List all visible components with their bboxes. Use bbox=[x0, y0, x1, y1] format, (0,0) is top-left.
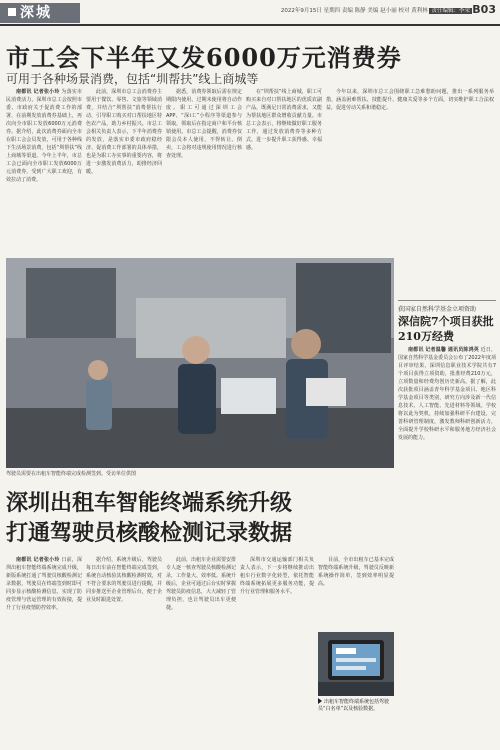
article2-column-4 bbox=[240, 556, 314, 744]
article1-byline: 南都讯 记者张小玲 bbox=[16, 89, 60, 95]
article2-col2-text: 据介绍，系统升级后，驾驶员每日出车前在智能终端完成签到，系统自动核验其核酸检测时效，对不符合要求的驾驶员进行提醒，并同步推送至企业管理后台，便于企业及时跟进处置。 bbox=[86, 557, 162, 603]
sidebar-article bbox=[398, 300, 496, 344]
driver-checkin-photo bbox=[6, 258, 394, 468]
article1-col5-text: 今年以来，深圳市总工会围绕职工急难愁盼问题，推出一系列服务举措，涵盖困难帮扶、技能提升、健康关爱等多个方面，切实维护职工合法权益，促进劳动关系和谐稳定。 bbox=[326, 89, 494, 111]
photo-illustration bbox=[6, 258, 394, 468]
article2-column-5 bbox=[318, 556, 394, 628]
editor-name: 陈静 bbox=[354, 8, 366, 14]
article1-subtitle: 可用于各种场景消费，包括“圳帮扶”线上商城等 bbox=[6, 72, 259, 86]
article1-column-1 bbox=[6, 88, 82, 254]
article2-col4-text: 深圳市交通运输部门相关负责人表示，下一步将继续推动出租车行业数字化转型，依托智能终端系统拓展更多服务功能，提升行业管理和服务水平。 bbox=[240, 557, 314, 595]
article2-column-1 bbox=[6, 556, 82, 744]
photo2-caption-text: 出租车智能终端系统包括驾驶员“白名单”以及核验数据。 bbox=[318, 699, 390, 712]
article2-column-2 bbox=[86, 556, 162, 744]
design-label: 美编 bbox=[367, 8, 379, 14]
article1-col1-text: 为落实市民消费活力，深圳市总工会按照市委、市政府关于促消费工作的部署，在前期发放消费券基础上，再次向全市职工发放6000万元消费券。据介绍，此次消费券面向全市在职工会会员发放，可用于各种线下生活场景消费，包括“圳帮扶”线上商城等渠道。今年上半年，市总工会已面向全市职工发放6000万元消费券，受到广大职工欢迎，有效拉动了消费。 bbox=[6, 89, 82, 183]
photo2-caption bbox=[318, 698, 394, 713]
article1-title: 市工会下半年又发6000万元消费券 bbox=[6, 43, 402, 72]
side-kicker: 获国家自然科学基金立项资助 bbox=[398, 306, 477, 313]
side-body-text: 近日，国家自然科学基金委员会公布了2022年度项目评审结果，深圳信息职业技术学院共有7个项目获得立项资助，批准经费210万元，立项数量和经费均创历史新高。据了解，此次获批项目涵盖青年科学基金项目、地区科学基金项目等类别，研究方向涉及新一代信息技术、人工智能、先进材料等领域。学校将以此为契机，持续加强科研平台建设，完善科研管理制度，激发教师科研创新活力，全面提升学校科研水平和服务地方经济社会发展的能力。 bbox=[398, 347, 496, 441]
article2-title-line2: 打通驾驶员核酸检测记录数据 bbox=[6, 520, 293, 546]
article1-col3-text: 据悉，消费券领取后需在规定期限内使用，过期未使用将自动作废。职工可通过深圳工会APP、“深i工”小程序等渠道参与领取，领取后在指定商户和平台核销使用。市总工会提醒，消费券仅限会员本人使用，不得转让、倒卖，工会将对违规使用情况进行核查处理。 bbox=[166, 89, 242, 159]
terminal-photo bbox=[318, 632, 394, 696]
terminal-illustration bbox=[318, 632, 394, 696]
article1-column-2 bbox=[86, 88, 162, 254]
square-icon bbox=[8, 8, 16, 16]
header-rule bbox=[0, 24, 500, 26]
photo1-caption: 驾驶员需要在出租车智能终端完成检测签到。受访单位供图 bbox=[6, 471, 137, 477]
page-header bbox=[0, 0, 500, 26]
triangle-icon bbox=[318, 698, 322, 704]
design-name: 赵小丽 bbox=[380, 8, 397, 14]
article2-col3-text: 此前，出租车企业需要安排专人逐一核查驾驶员核酸检测记录，工作量大、效率低。系统升级后，企业可通过后台实时掌握驾驶员防疫信息，大大减轻了管理负担，也让驾驶员出车更便捷。 bbox=[166, 557, 236, 611]
side-byline: 南都讯 记者温馨 通讯员陈鸿英 bbox=[408, 347, 479, 353]
editor-label: 责编 bbox=[341, 8, 353, 14]
article2-title-line1: 深圳出租车智能终端系统升级 bbox=[6, 490, 293, 516]
article1-col4-text: 在“圳帮扶”线上商城，职工可购买来自对口帮扶地区的优质农副产品，既满足日常消费需求，又能为帮扶地区群众增收贡献力量。市总工会表示，将继续做好职工服务工作，通过发放消费券等多种方式，进一步提升职工获得感、幸福感。 bbox=[246, 89, 322, 151]
proof-label: 校对 bbox=[398, 8, 410, 14]
article2-byline: 南都讯 记者张小玲 bbox=[16, 557, 60, 563]
proof-name: 黄利林 bbox=[411, 8, 428, 14]
article2-col1-text: 日前，深圳出租车智能终端系统完成升级，新版系统打通了驾驶员核酸检测记录数据，驾驶员在终端签到时即可同步显示核酸检测信息，实现了防疫管理与营运管理的有效衔接，提升了行业疫情防控效率。 bbox=[6, 557, 82, 611]
article1-column-3 bbox=[166, 88, 242, 254]
article2-column-3 bbox=[166, 556, 236, 744]
article1-col2-text: 此前，深圳市总工会消费券主要用于餐饮、零售、文旅等领域消费，并结合“圳帮扶”消费帮扶行动，引导职工购买对口帮扶地区特色农产品，助力乡村振兴。市总工会相关负责人表示，下半年消费券的发放，是落实市委市政府稳经济、促消费工作部署的具体举措，也是为职工办实事的重要内容，将进一步激发消费活力，助推经济回暖。 bbox=[86, 89, 162, 175]
article1-column-4 bbox=[246, 88, 322, 254]
side-body bbox=[398, 346, 496, 744]
issue-date: 2022年9月15日 星期四 bbox=[280, 8, 341, 14]
article2-title bbox=[6, 488, 292, 548]
section-tab bbox=[0, 3, 80, 23]
section-name: 深城 bbox=[20, 5, 52, 21]
article2-col5-text: 目前，全市出租车已基本完成智能终端系统升级，驾驶员反映新系统操作简单，签到效率明显提高。 bbox=[318, 557, 394, 587]
page-number: B03 bbox=[472, 3, 496, 16]
page-meta bbox=[281, 6, 472, 14]
side-title: 深信院7个项目获批210万经费 bbox=[398, 315, 494, 343]
editor-badge: 责任编辑：李荣 bbox=[431, 8, 470, 14]
